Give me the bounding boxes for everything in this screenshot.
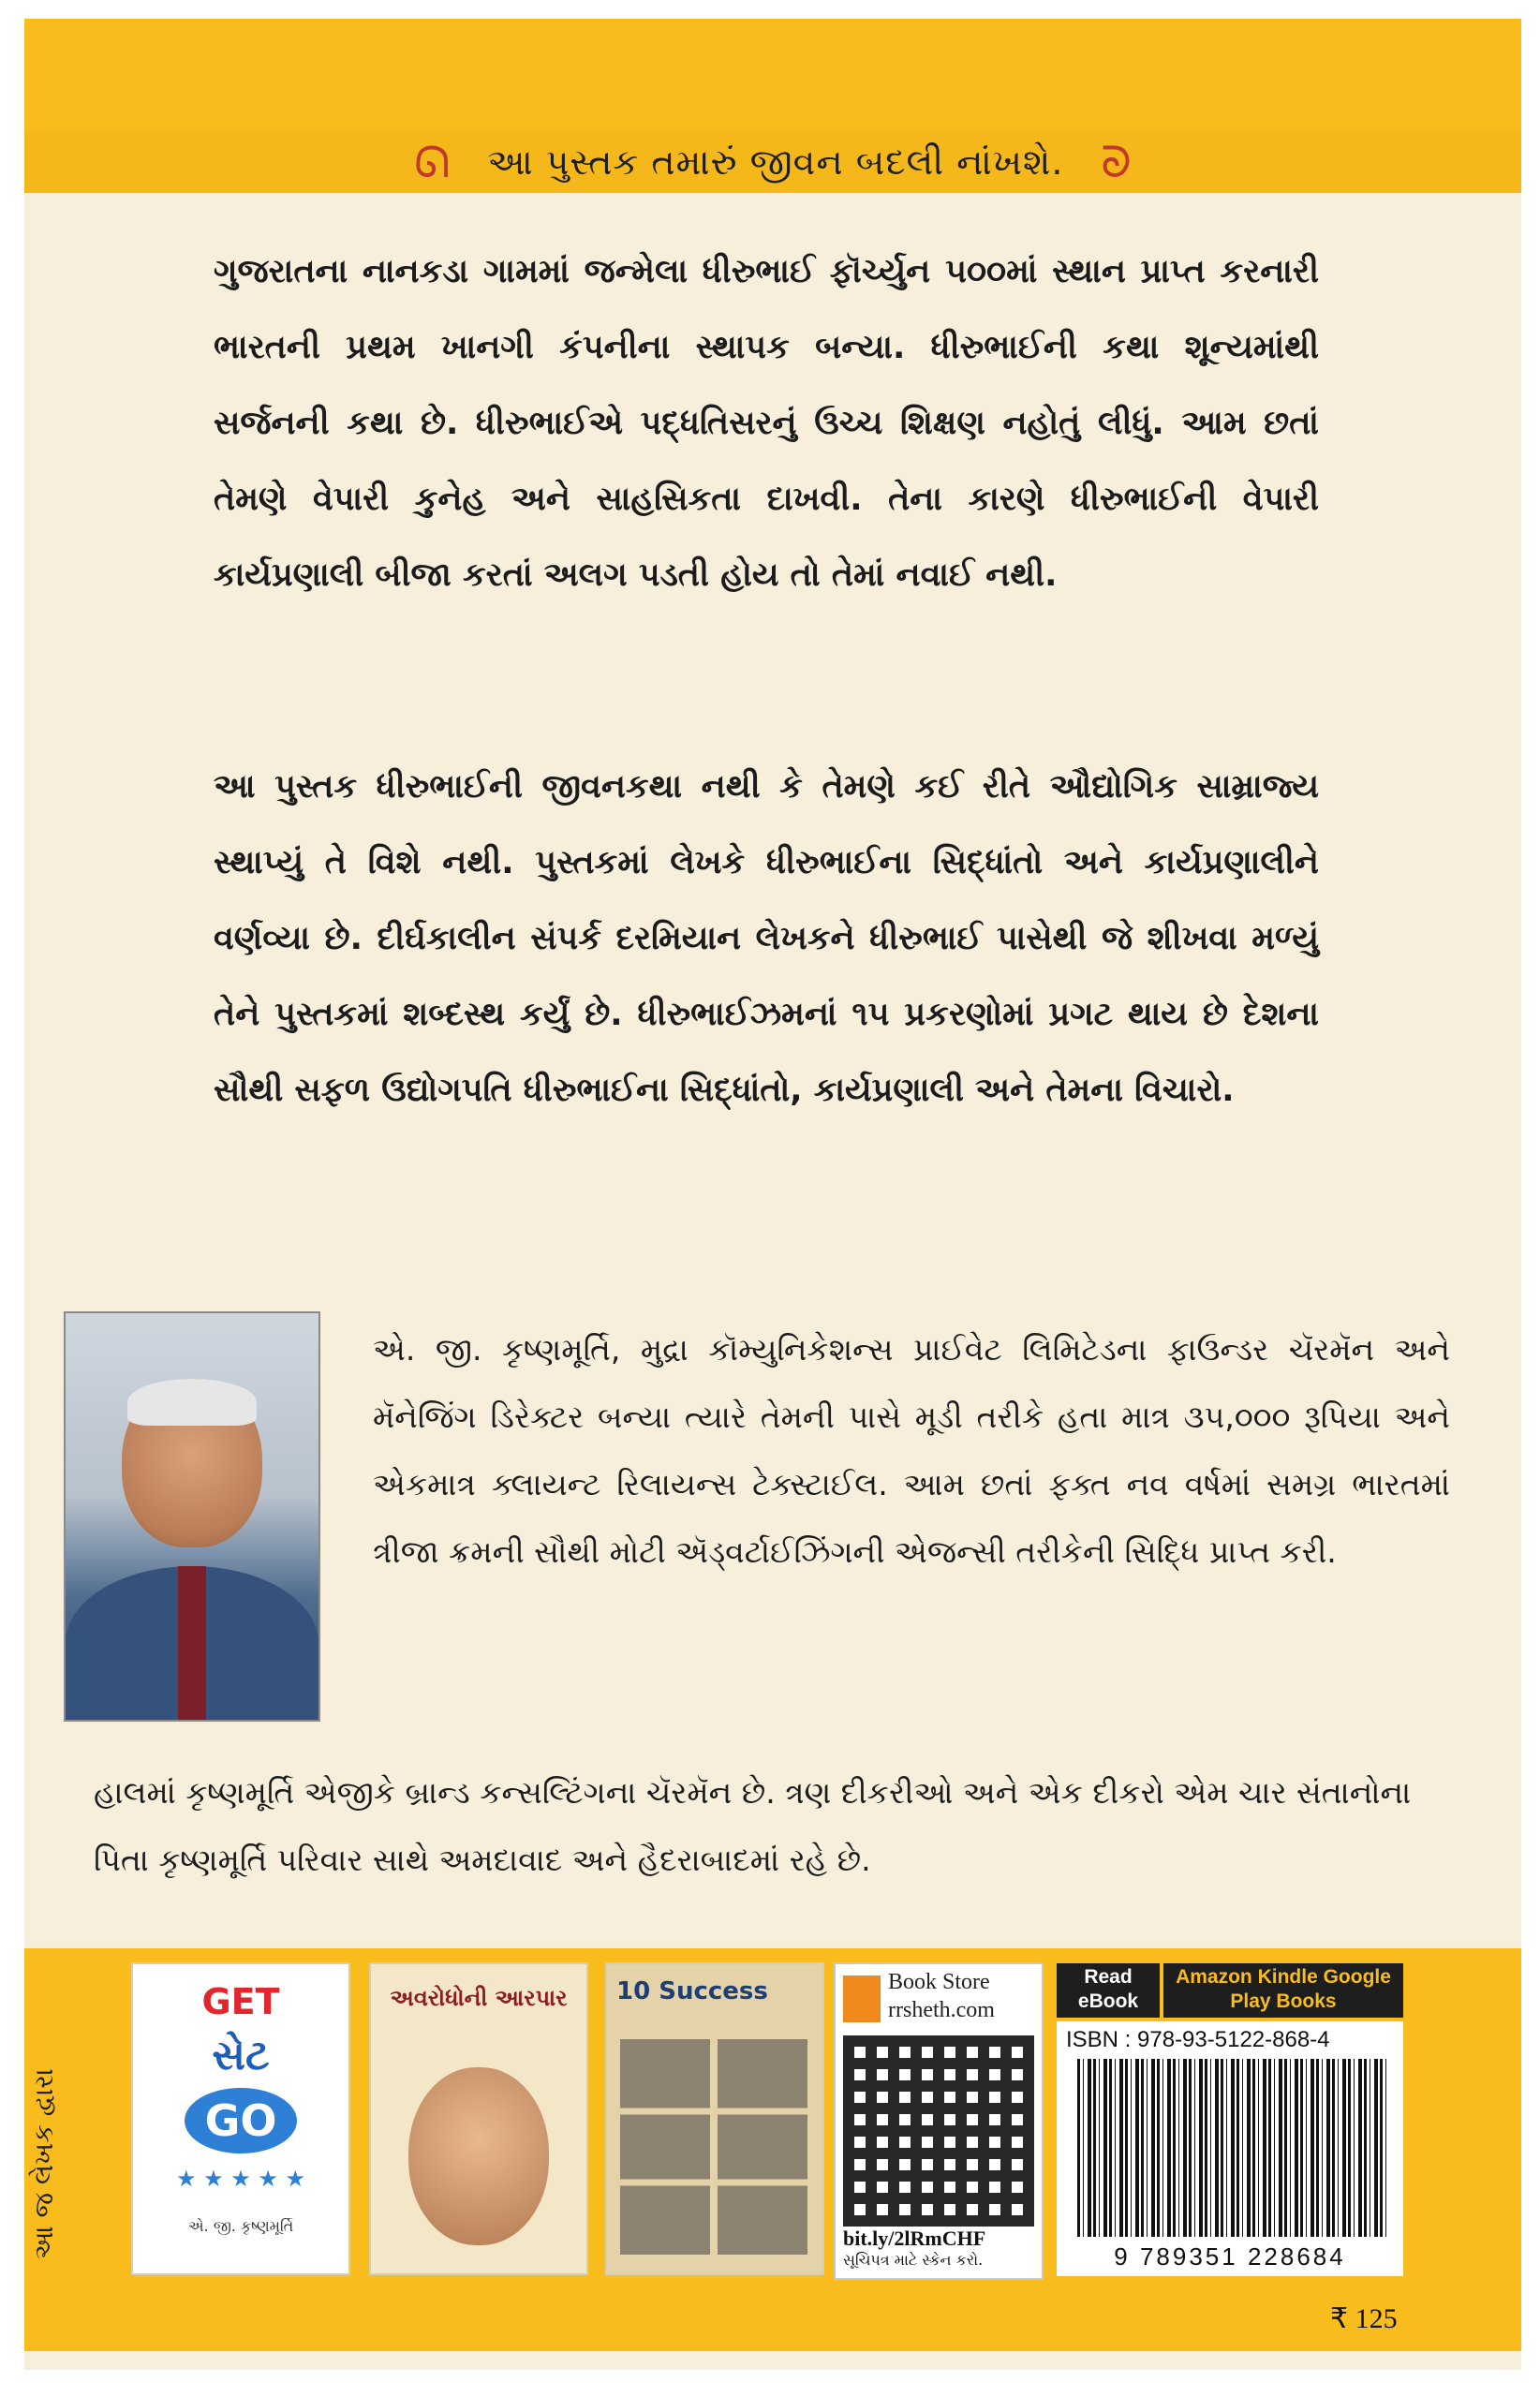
author-hair — [127, 1379, 257, 1426]
description-paragraph-1: ગુજરાતના નાનકડા ગામમાં જન્મેલા ધીરુભાઈ ફૉર્ચ્યુન ૫૦૦માં સ્થાન પ્રાપ્ત કરનારી ભારતની પ્રથમ ખાનગી કંપનીના સ્થાપક બન્યા. ધીરુભાઈની કથા શૂન્યમાંથી સર્જનની કથા છે. ધીરુભાઈએ પદ્ધતિસરનું ઉચ્ચ શિક્ષણ નહોતું લીધું. આમ છતાં તેમણે વેપારી કુનેહ અને સાહસિકતા દાખવી. તેના કારણે ધીરુભાઈની વેપારી કાર્યપ્રણાલી બીજા કરતાં અલગ પડતી હોય તો તેમાં નવાઈ નથી. — [214, 253, 1319, 594]
author-current-info: હાલમાં કૃષ્ણમૂર્તિ એજીકે બ્રાન્ડ કન્સલ્ટિંગના ચૅરમૅન છે. ત્રણ દીકરીઓ અને એક દીકરો એમ ચાર સંતાનોના પિતા કૃષ્ણમૂર્તિ પરિવાર સાથે અમદાવાદ અને હૈદરાબાદમાં રહે છે. — [94, 1774, 1412, 1878]
book-cover-10-success — [605, 1962, 824, 2275]
barcode-number: 9 789351 228684 — [1114, 2242, 1346, 2271]
isbn: ISBN : 978-93-5122-868-4 — [1066, 2027, 1330, 2052]
book2-title: અવરોધોની આરપાર — [390, 1985, 568, 2011]
book3-photo-grid — [620, 2039, 807, 2255]
book1-title-line3: GO — [185, 2088, 297, 2153]
book-cover-avrodhoni-aarpar — [369, 1962, 588, 2275]
store-logo-icon — [843, 1975, 881, 2022]
store-url[interactable]: rrsheth.com — [888, 1998, 995, 2022]
description-paragraph-2: આ પુસ્તક ધીરુભાઈની જીવનકથા નથી કે તેમણે કઈ રીતે ઔદ્યોગિક સામ્રાજ્ય સ્થાપ્યું તે વિશે નથી. પુસ્તકમાં લેખકે ધીરુભાઈના સિદ્ધાંતો અને કાર્યપ્રણાલીને વર્ણવ્યા છે. દીર્ઘકાલીન સંપર્ક દરમિયાન લેખકને ધીરુભાઈ પાસેથી જે શીખવા મળ્યું તેને પુસ્તકમાં શબ્દસ્થ કર્યું છે. ધીરુભાઈઝમનાં ૧૫ પ્રકરણોમાં પ્રગટ થાય છે દેશના સૌથી સફળ ઉદ્યોગપતિ ધીરુભાઈના સિદ્ધાંતો, કાર્યપ્રણાલી અને તેમના વિચારો. — [214, 768, 1319, 1109]
price: ₹ 125 — [1330, 2303, 1398, 2334]
book3-title: 10 Success — [616, 1977, 768, 2005]
book1-stars-icon: ★ ★ ★ ★ ★ — [175, 2166, 306, 2192]
book1-title-line2: સેટ — [212, 2032, 270, 2079]
tagline-bar — [24, 131, 1521, 193]
other-books-label: આ જ લેખક દ્વારા — [28, 2068, 59, 2259]
book-cover-get-set-go — [131, 1962, 350, 2275]
barcode-bars — [1077, 2059, 1386, 2237]
flourish-left-icon: ᘏ — [414, 137, 451, 187]
tagline: આ પુસ્તક તમારું જીવન બદલી નાંખશે. — [487, 141, 1064, 183]
store-name: Book Store — [888, 1970, 990, 1994]
book1-title-line1: GET — [201, 1981, 280, 2022]
author-photo — [64, 1311, 320, 1722]
book1-author: એ. જી. કૃષ્ણમૂર્તિ — [187, 2217, 294, 2235]
ebook-platforms-badge: Amazon Kindle Google Play Books — [1163, 1963, 1403, 2018]
author-bio: એ. જી. કૃષ્ણમૂર્તિ, મુદ્રા કૉમ્યુનિકેશન્સ પ્રાઈવેટ લિમિટેડના ફાઉન્ડર ચૅરમૅન અને મૅનેજિંગ ડિરેક્ટર બન્યા ત્યારે તેમની પાસે મૂડી તરીકે હતા માત્ર ૩૫,૦૦૦ રૂપિયા અને એકમાત્ર ક્લાયન્ટ રિલાયન્સ ટેક્સ્ટાઈલ. આમ છતાં ફક્ત નવ વર્ષમાં સમગ્ર ભારતમાં ત્રીજા ક્રમની સૌથી મોટી ઍડ્વર્ટાઈઝિંગની એજન્સી તરીકેની સિદ્ધિ પ્રાપ્ત કરી. — [373, 1331, 1450, 1570]
qr-note: સૂચિપત્ર માટે સ્કેન કરો. — [843, 2251, 984, 2269]
publisher-box — [834, 1962, 1044, 2280]
barcode-box — [1057, 2021, 1403, 2276]
book2-portrait — [408, 2067, 549, 2245]
author-tie — [178, 1566, 206, 1720]
qr-short-link[interactable]: bit.ly/2lRmCHF — [843, 2227, 986, 2250]
flourish-right-icon: ᘐ — [1101, 137, 1132, 187]
read-ebook-badge: Read eBook — [1057, 1963, 1160, 2018]
qr-code[interactable] — [843, 2035, 1034, 2227]
